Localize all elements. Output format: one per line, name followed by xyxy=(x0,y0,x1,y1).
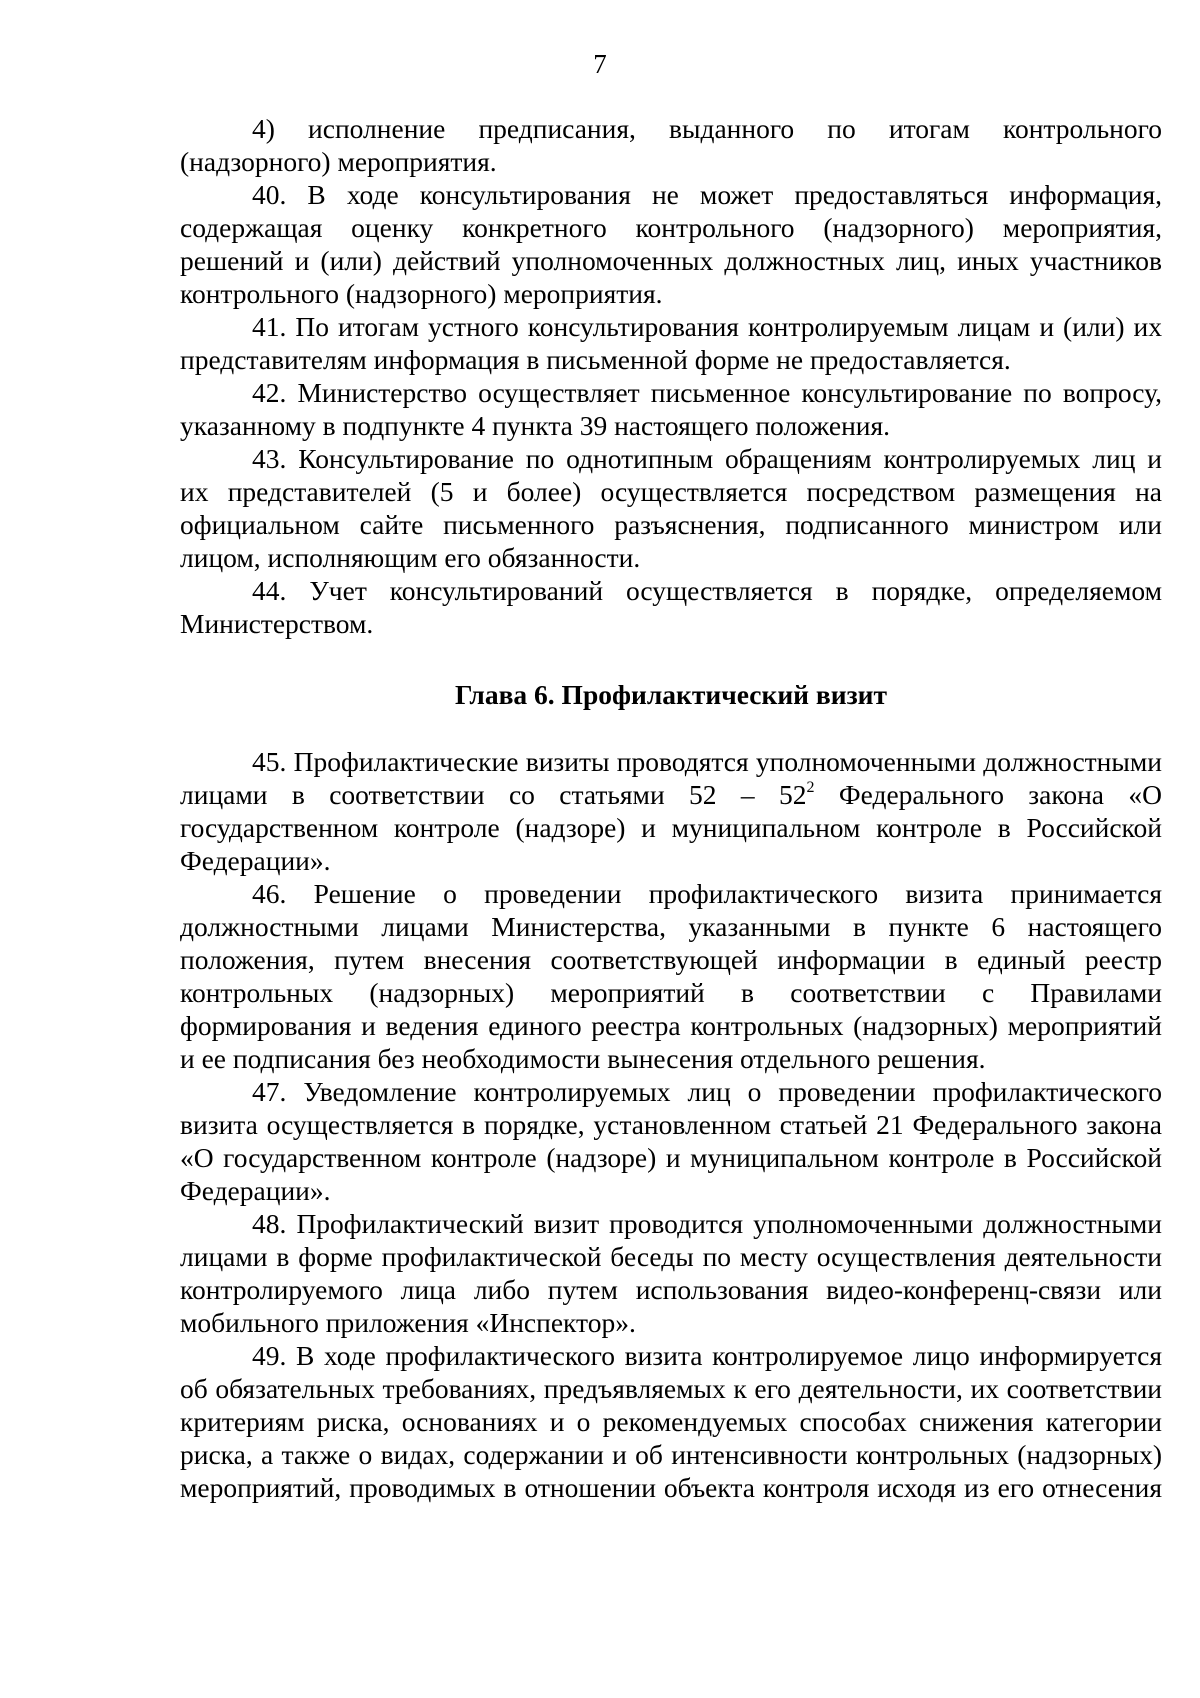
article-superscript: 2 xyxy=(806,778,815,796)
paragraph-44: 44. Учет консультирований осуществляется в порядке, определяемом Министерством. xyxy=(180,575,1162,639)
paragraph-49: 49. В ходе профилактического визита контролируемое лицо информируется об обязательных требованиях, предъявляемых к его деятельности, их соответствии критериям риска, основаниях и о рекомендуемых способах снижения категории риска, а также о видах, содержании и об интенсивности контрольных (надзорных) мероприятий, проводимых в отношении объекта контроля исходя из его отнесения xyxy=(180,1340,1162,1503)
paragraph-48: 48. Профилактический визит проводится уполномоченными должностными лицами в форме профилактической беседы по месту осуществления деятельности контролируемого лица либо путем использования видео-конференц-связи или мобильного приложения «Инспектор». xyxy=(180,1208,1162,1338)
paragraph-39-4: 4) исполнение предписания, выданного по итогам контрольного (надзорного) мероприятия. xyxy=(180,113,1162,177)
document-body xyxy=(180,112,1162,1504)
chapter-heading: Глава 6. Профилактический визит xyxy=(455,679,887,710)
paragraph-45 xyxy=(180,745,1162,877)
paragraph-40: 40. В ходе консультирования не может предоставляться информация, содержащая оценку конкретного контрольного (надзорного) мероприятия, решений и (или) действий уполномоченных должностных лиц, иных участников контрольного (надзорного) мероприятия. xyxy=(180,179,1162,309)
paragraph-46: 46. Решение о проведении профилактического визита принимается должностными лицами Министерства, указанными в пункте 6 настоящего положения, путем внесения соответствующей информации в единый реестр контрольных (надзорных) мероприятий в соответствии с Правилами формирования и ведения единого реестра контрольных (надзорных) мероприятий и ее подписания без необходимости вынесения отдельного решения. xyxy=(180,878,1162,1074)
page-number: 7 xyxy=(593,49,607,79)
paragraph-45-part-2: Федерального закона «О государственном контроле (надзоре) и муниципальном контроле в Российской Федерации». xyxy=(180,779,1162,876)
paragraph-41: 41. По итогам устного консультирования контролируемым лицам и (или) их представителям информация в письменной форме не предоставляется. xyxy=(180,311,1162,375)
paragraph-47: 47. Уведомление контролируемых лиц о проведении профилактического визита осуществляется в порядке, установленном статьей 21 Федерального закона «О государственном контроле (надзоре) и муниципальном контроле в Российской Федерации». xyxy=(180,1076,1162,1206)
paragraph-45-part-1: 45. Профилактические визиты проводятся уполномоченными должностными лицами в соответствии со статьями 52 – 52 xyxy=(180,746,1162,810)
paragraph-43: 43. Консультирование по однотипным обращениям контролируемых лиц и их представителей (5 и более) осуществляется посредством размещения на официальном сайте письменного разъяснения, подписанного министром или лицом, исполняющим его обязанности. xyxy=(180,443,1162,573)
paragraph-42: 42. Министерство осуществляет письменное консультирование по вопросу, указанному в подпункте 4 пункта 39 настоящего положения. xyxy=(180,377,1162,441)
